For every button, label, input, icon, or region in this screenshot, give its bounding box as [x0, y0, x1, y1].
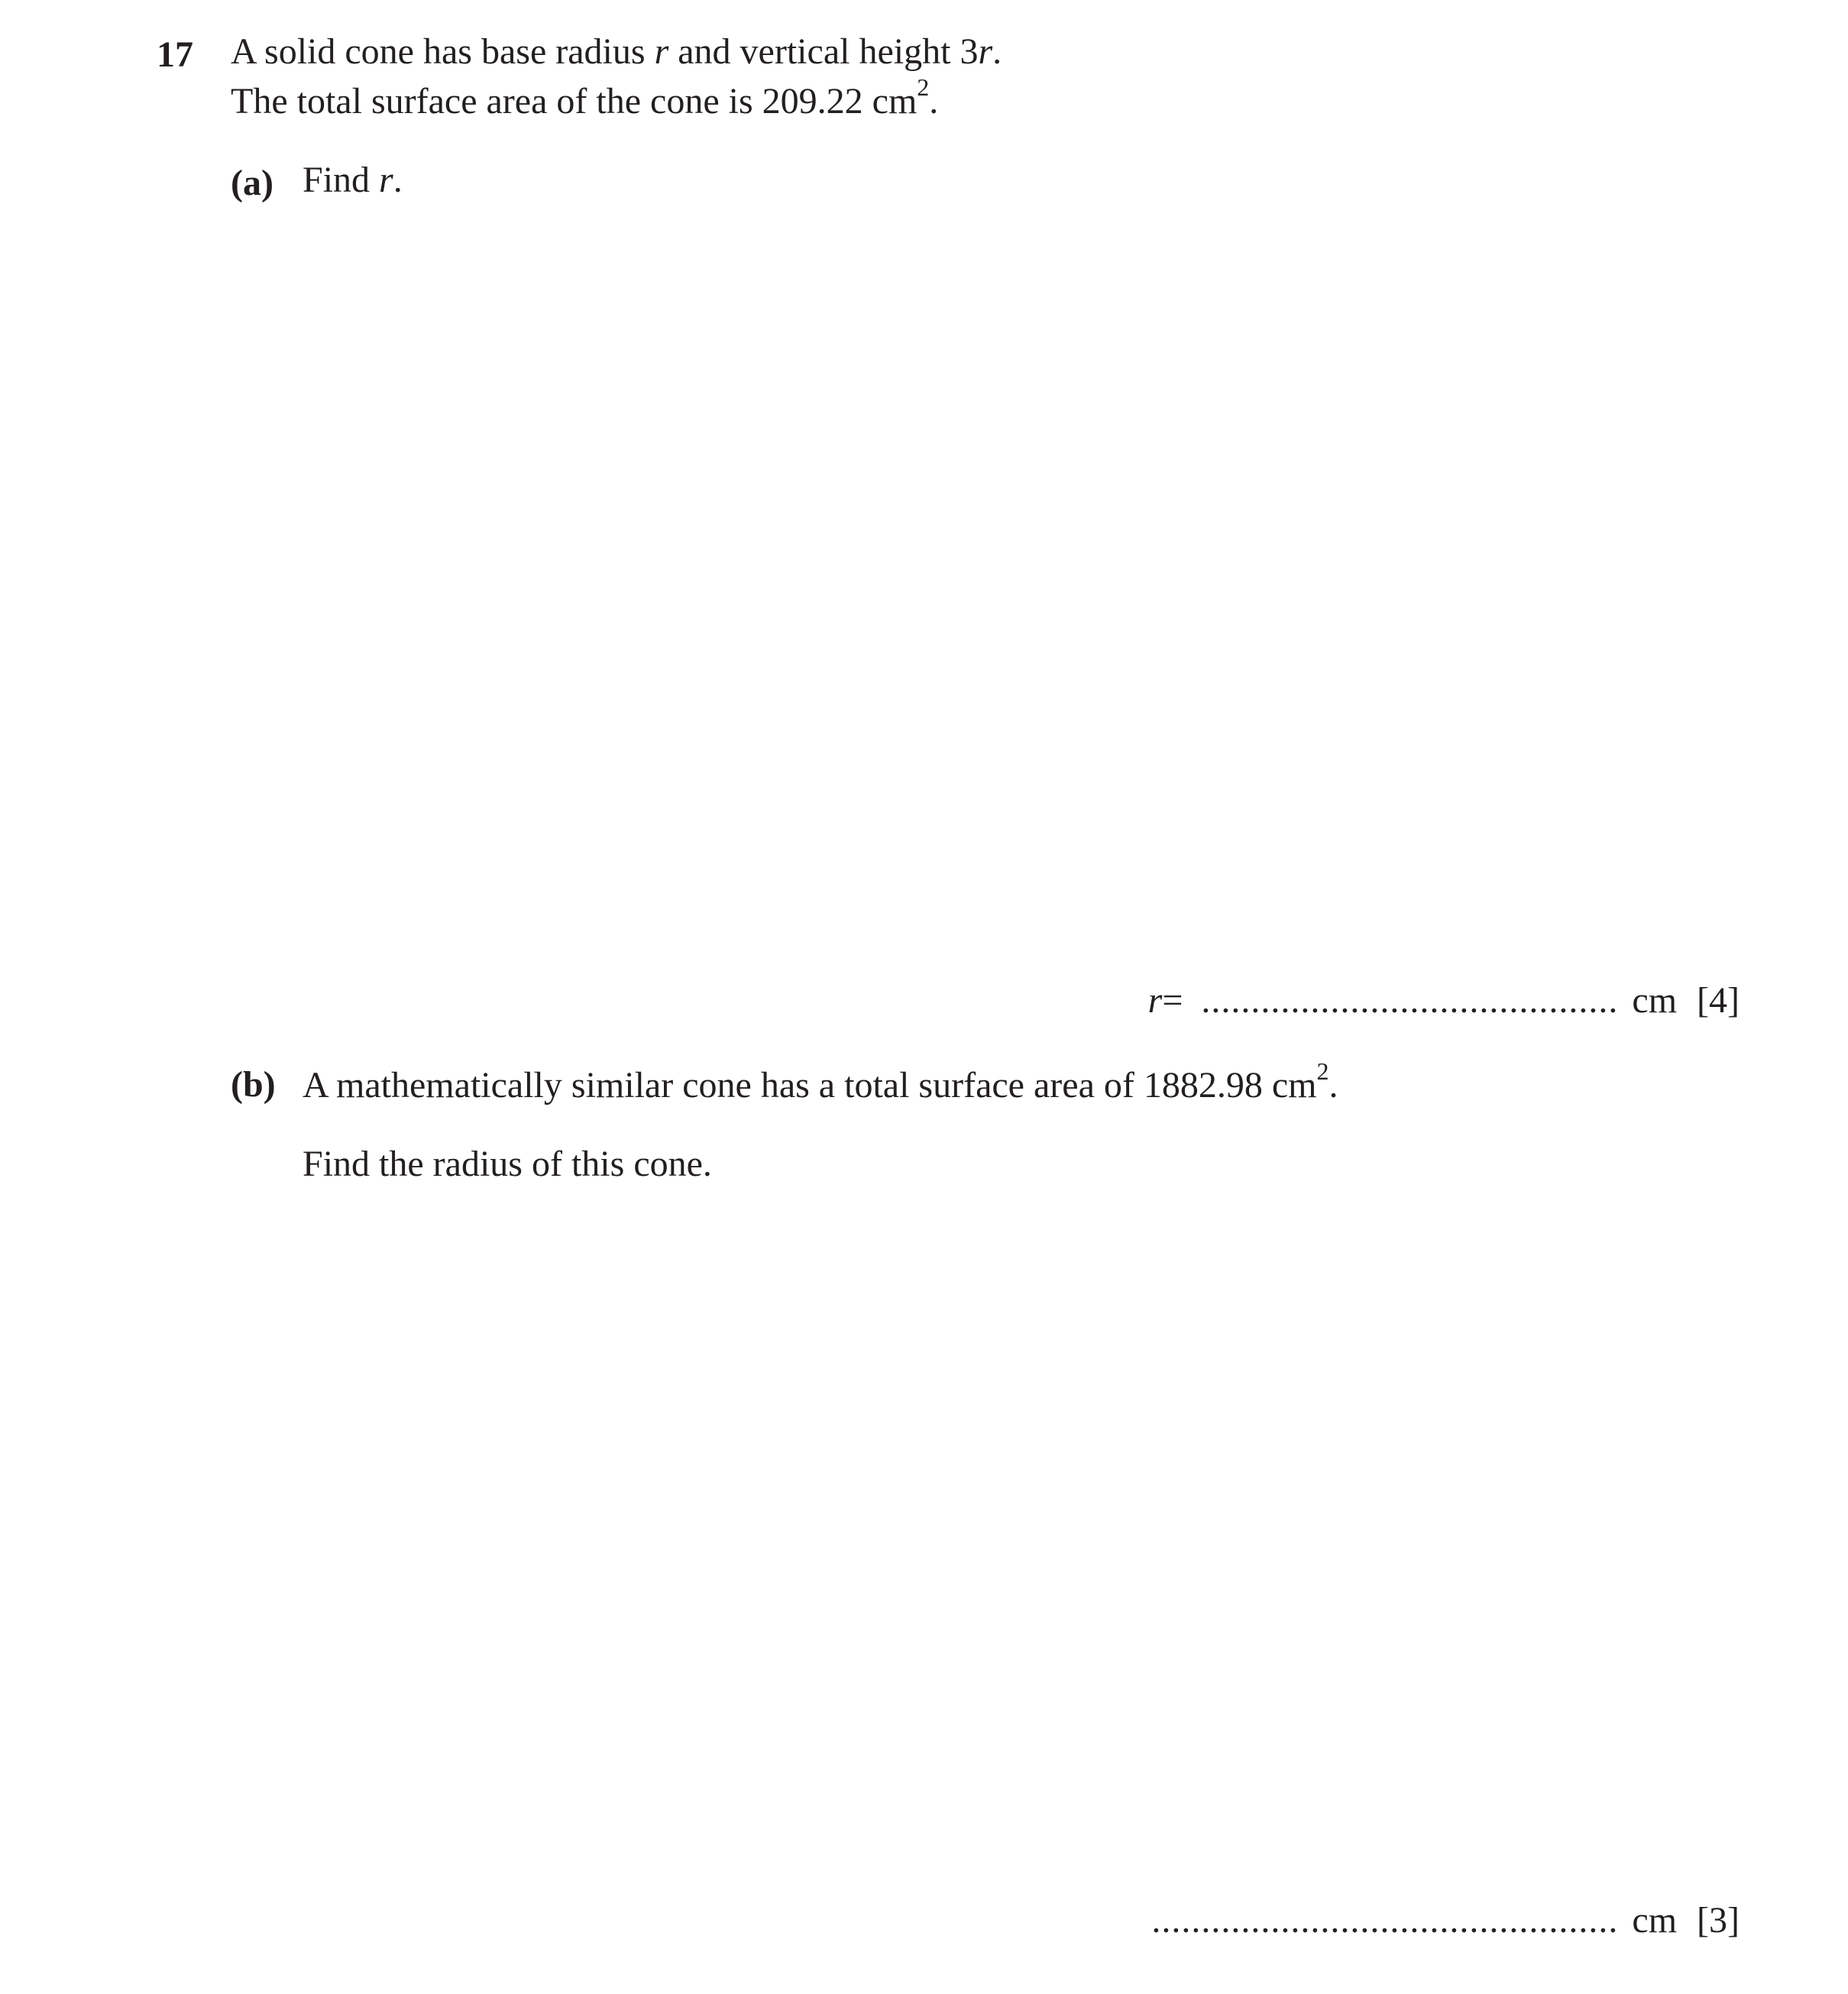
question-stem-line-1: [231, 31, 1002, 72]
answer-variable: r: [1147, 980, 1163, 1021]
answer-dots[interactable]: ...............................................: [1151, 1900, 1619, 1941]
prompt-text: A mathematically similar cone has a total surface area of 1882.98 cm: [303, 1065, 1317, 1105]
part-a-prompt: [303, 162, 403, 199]
prompt-text: Find: [303, 160, 380, 200]
variable-r: r: [379, 160, 393, 200]
stem-text: .: [929, 81, 939, 121]
part-b-prompt: [303, 1057, 1338, 1105]
prompt-text: .: [1329, 1065, 1338, 1105]
variable-r: r: [978, 31, 993, 72]
prompt-text: .: [393, 160, 403, 200]
superscript: 2: [1316, 1057, 1329, 1085]
part-a-answer-line[interactable]: [1148, 979, 1740, 1021]
part-b-label: (b): [231, 1064, 276, 1105]
stem-text: .: [992, 31, 1002, 72]
question-number: 17: [157, 34, 193, 75]
answer-unit: cm: [1632, 980, 1678, 1021]
answer-dots[interactable]: ..........................................: [1201, 980, 1619, 1021]
part-a-label: (a): [231, 163, 273, 203]
stem-text: and vertical height 3: [668, 31, 979, 72]
question-stem-line-2: [231, 73, 939, 121]
part-b-answer-line[interactable]: [1151, 1899, 1740, 1941]
stem-text: The total surface area of the cone is 209.22 cm: [231, 81, 918, 121]
superscript: 2: [917, 73, 930, 101]
variable-r: r: [654, 31, 669, 72]
answer-unit: cm: [1632, 1900, 1678, 1941]
marks-allocation: [4]: [1697, 980, 1740, 1021]
marks-allocation: [3]: [1697, 1900, 1740, 1941]
answer-equals: =: [1162, 980, 1183, 1021]
part-b-instruction: Find the radius of this cone.: [303, 1144, 712, 1184]
stem-text: A solid cone has base radius: [231, 31, 655, 72]
